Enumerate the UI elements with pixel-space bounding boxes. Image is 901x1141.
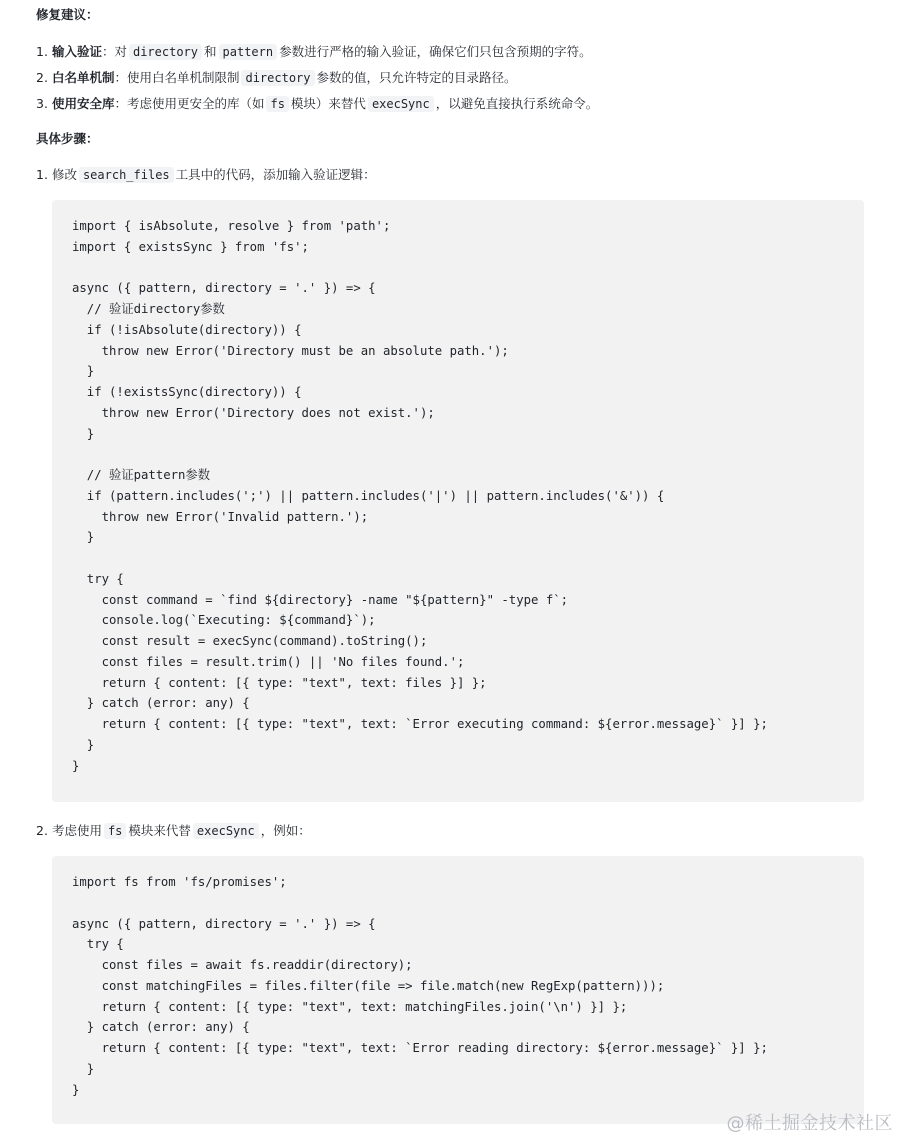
list-number: 1. [36, 167, 48, 182]
step-1 [36, 166, 376, 184]
inline-code: fs [266, 96, 288, 112]
text: 工具中的代码，添加输入验证逻辑： [175, 167, 376, 182]
text: ，例如： [260, 823, 311, 838]
text: 模块）来替代 [290, 96, 366, 111]
step-2 [36, 822, 311, 840]
fix-item-input-validation [36, 43, 592, 61]
fix-item-title: 使用安全库 [51, 96, 115, 111]
fix-item-whitelist [36, 69, 517, 87]
fix-item-safe-library [36, 95, 598, 113]
list-number: 1. [36, 44, 48, 59]
text: 和 [204, 44, 217, 59]
list-number: 3. [36, 96, 48, 111]
inline-code: pattern [219, 44, 278, 60]
inline-code: search_files [79, 167, 174, 183]
text: 参数的值，只允许特定的目录路径。 [316, 70, 517, 85]
text: ：使用白名单机制限制 [114, 70, 240, 85]
list-number: 2. [36, 70, 48, 85]
inline-code: directory [129, 44, 202, 60]
text: 修改 [51, 167, 77, 182]
text: ：考虑使用更安全的库（如 [114, 96, 265, 111]
code-block-fs-readdir[interactable] [52, 856, 864, 1124]
watermark: @稀土掘金技术社区 [726, 1113, 893, 1134]
code-content: import { isAbsolute, resolve } from 'path'; import { existsSync } from 'fs'; async ({ pattern, directory = '.' }) => { // 验证directory参数 if (!isAbsolute(directory)) { throw new Error('Directory must be an absolute path.'); } if (!existsSync(directory)) { throw new Error('Directory does not exist.'); } // 验证pattern参数 if (pattern.includes(';') || pattern.includes('|') || pattern.includes('&')) { throw new Error('Invalid pattern.'); } try { const command = `find ${directory} -name "${pattern}" -type f`; console.log(`Executing: ${command}`); const result = execSync(command).toString(); const files = result.trim() || 'No files found.'; return { content: [{ type: "text", text: files }] }; } catch (error: any) { return { content: [{ type: "text", text: `Error executing command: ${error.message}` }] }; } } [72, 219, 768, 773]
inline-code: execSync [368, 96, 434, 112]
text: 考虑使用 [51, 823, 102, 838]
inline-code: execSync [193, 823, 259, 839]
fix-item-title: 白名单机制 [51, 70, 115, 85]
text: 参数进行严格的输入验证，确保它们只包含预期的字符。 [279, 44, 592, 59]
inline-code: directory [241, 70, 314, 86]
code-content: import fs from 'fs/promises'; async ({ pattern, directory = '.' }) => { try { const files = await fs.readdir(directory); const matchingFiles = files.filter(file => file.match(new RegExp(pattern))); return { content: [{ type: "text", text: matchingFiles.join('\n') }] }; } catch (error: any) { return { content: [{ type: "text", text: `Error reading directory: ${error.message}` }] }; } } [72, 875, 768, 1097]
fix-suggestions-heading: 修复建议： [36, 7, 99, 22]
text: 模块来代替 [128, 823, 191, 838]
fix-item-title: 输入验证 [51, 44, 102, 59]
steps-heading: 具体步骤： [36, 131, 99, 146]
list-number: 2. [36, 823, 48, 838]
text: ，以避免直接执行系统命令。 [435, 96, 599, 111]
text: ：对 [101, 44, 127, 59]
code-block-validation[interactable] [52, 200, 864, 802]
inline-code: fs [104, 823, 126, 839]
